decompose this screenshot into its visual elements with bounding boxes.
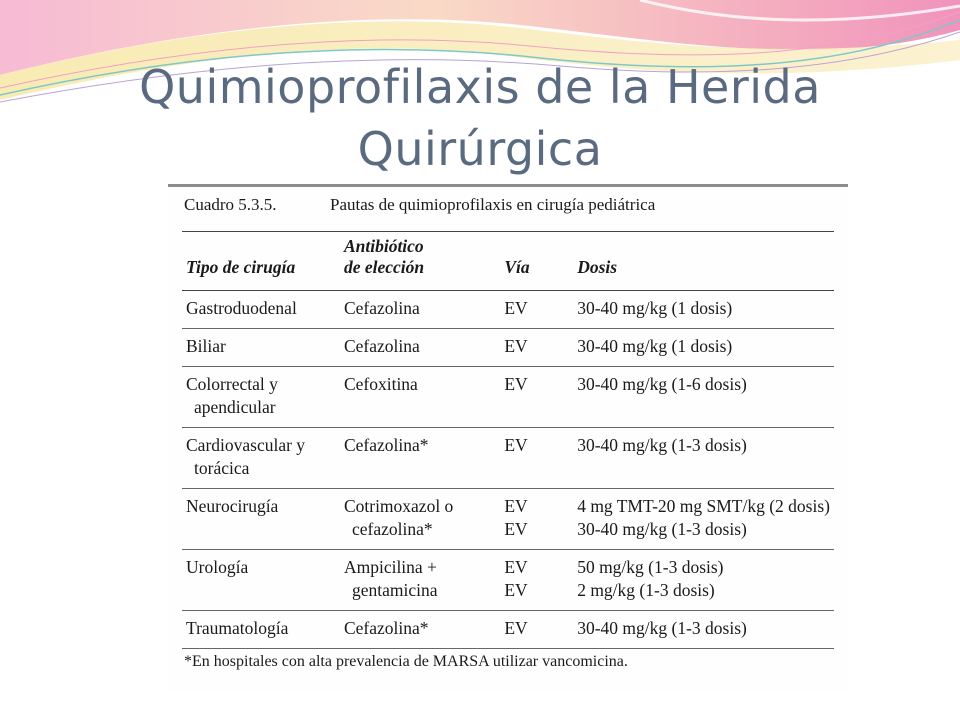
cell-antibiotico xyxy=(340,611,500,649)
slide-title-line-1: Quimioprofilaxis de la Herida xyxy=(139,60,821,114)
cell-dosis-line: 2 mg/kg (1-3 dosis) xyxy=(577,580,715,600)
cell-antibiotico xyxy=(340,428,500,489)
prophylaxis-table xyxy=(182,231,834,649)
cell-tipo xyxy=(182,291,340,329)
cell-via-line: EV xyxy=(504,496,528,516)
cell-tipo xyxy=(182,329,340,367)
cell-antibiotico xyxy=(340,550,500,611)
cell-tipo-line: apendicular xyxy=(194,397,276,417)
cell-tipo xyxy=(182,428,340,489)
cell-via xyxy=(500,611,573,649)
table-row xyxy=(182,489,834,550)
cell-dosis-line: 30-40 mg/kg (1 dosis) xyxy=(577,298,733,318)
cell-via-line: EV xyxy=(504,374,528,394)
cell-tipo-line: Gastroduodenal xyxy=(186,298,297,318)
cell-dosis-line: 50 mg/kg (1-3 dosis) xyxy=(577,557,724,577)
cell-tipo xyxy=(182,489,340,550)
cell-tipo-line: Urología xyxy=(186,557,249,577)
cell-tipo-line: Neurocirugía xyxy=(186,496,279,516)
cell-antibiotico-line: Cefoxitina xyxy=(343,374,418,394)
cell-via-line: EV xyxy=(504,580,528,600)
cell-antibiotico-line: Cotrimoxazol o xyxy=(343,496,454,516)
cell-via-line: EV xyxy=(504,519,528,539)
cell-via-line: EV xyxy=(504,336,528,356)
cell-dosis-line: 30-40 mg/kg (1 dosis) xyxy=(577,336,733,356)
cell-antibiotico-line: Cefazolina xyxy=(343,298,420,318)
cell-dosis xyxy=(573,550,834,611)
cell-antibiotico-line: Cefazolina* xyxy=(343,618,429,638)
scanned-table-image xyxy=(168,187,848,690)
caption-number: Cuadro 5.3.5. xyxy=(184,195,277,214)
cell-antibiotico xyxy=(340,367,500,428)
cell-tipo-line: Colorrectal y xyxy=(186,374,278,394)
slide-title-line-2: Quirúrgica xyxy=(357,122,603,176)
cell-antibiotico-line: cefazolina* xyxy=(351,519,433,539)
cell-dosis-line: 4 mg TMT-20 mg SMT/kg (2 dosis) xyxy=(577,496,830,516)
cell-via xyxy=(500,489,573,550)
cell-via-line: EV xyxy=(504,435,528,455)
cell-antibiotico-line: gentamicina xyxy=(351,580,438,600)
cell-dosis xyxy=(573,291,834,329)
cell-dosis-line: 30-40 mg/kg (1-3 dosis) xyxy=(577,435,747,455)
header-antibiotico xyxy=(340,232,500,291)
cell-via xyxy=(500,329,573,367)
cell-dosis xyxy=(573,329,834,367)
table-row xyxy=(182,367,834,428)
cell-dosis xyxy=(573,611,834,649)
cell-via xyxy=(500,367,573,428)
cell-dosis-line: 30-40 mg/kg (1-3 dosis) xyxy=(577,618,747,638)
cell-antibiotico-line: Cefazolina* xyxy=(343,435,429,455)
cell-dosis xyxy=(573,489,834,550)
table-footnote: *En hospitales con alta prevalencia de MARSA utilizar vancomicina. xyxy=(184,653,628,670)
header-dosis: Dosis xyxy=(573,232,834,291)
header-via: Vía xyxy=(500,232,573,291)
cell-dosis-line: 30-40 mg/kg (1-3 dosis) xyxy=(577,519,747,539)
header-tipo: Tipo de cirugía xyxy=(182,232,340,291)
table-row xyxy=(182,329,834,367)
cell-tipo xyxy=(182,611,340,649)
cell-dosis xyxy=(573,428,834,489)
header-antibiotico-line-1: Antibiótico xyxy=(343,236,424,256)
cell-antibiotico xyxy=(340,291,500,329)
cell-tipo-line: Biliar xyxy=(186,336,226,356)
cell-antibiotico-line: Cefazolina xyxy=(343,336,420,356)
cell-antibiotico xyxy=(340,489,500,550)
caption-title: Pautas de quimioprofilaxis en cirugía pediátrica xyxy=(330,195,656,214)
table-row xyxy=(182,550,834,611)
cell-tipo xyxy=(182,550,340,611)
table-row xyxy=(182,428,834,489)
cell-tipo-line: torácica xyxy=(194,458,250,478)
table-caption xyxy=(184,195,655,215)
table-row xyxy=(182,291,834,329)
cell-antibiotico xyxy=(340,329,500,367)
cell-dosis xyxy=(573,367,834,428)
table-body xyxy=(182,291,834,649)
cell-dosis-line: 30-40 mg/kg (1-6 dosis) xyxy=(577,374,747,394)
table-header-row xyxy=(182,232,834,291)
cell-via xyxy=(500,291,573,329)
slide-title xyxy=(60,56,900,180)
cell-antibiotico-line: Ampicilina + xyxy=(343,557,437,577)
cell-via xyxy=(500,550,573,611)
cell-via-line: EV xyxy=(504,618,528,638)
cell-via-line: EV xyxy=(504,298,528,318)
table-row xyxy=(182,611,834,649)
cell-via xyxy=(500,428,573,489)
cell-tipo-line: Cardiovascular y xyxy=(186,435,306,455)
cell-tipo-line: Traumatología xyxy=(186,618,289,638)
header-antibiotico-line-2: de elección xyxy=(343,257,425,277)
cell-via-line: EV xyxy=(504,557,528,577)
cell-tipo xyxy=(182,367,340,428)
